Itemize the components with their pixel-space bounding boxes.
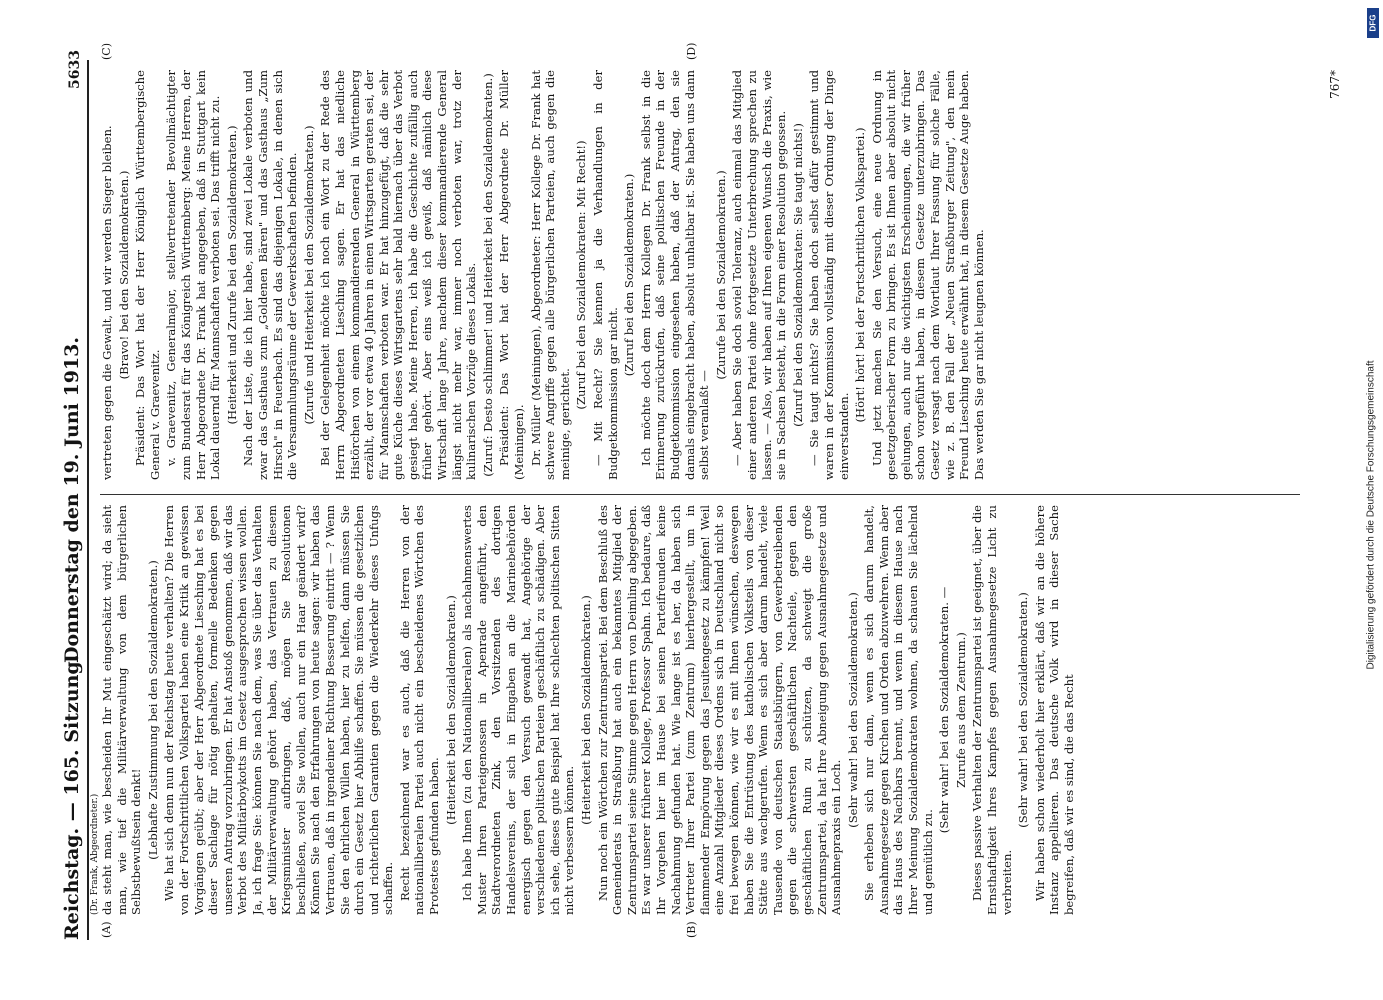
paragraph: — Mit Recht? Sie kennen ja die Verhandlungen in der Budgetkommission gar nicht. [591, 70, 620, 480]
interjection: (Zuruf bei den Sozialdemokraten: Sie taugt nichts!) [790, 123, 805, 427]
paragraph: vertreten gegen die Gewalt, und wir werden Sieger bleiben. [100, 125, 114, 480]
interjection: Zurufe aus dem Zentrum.) [953, 632, 968, 788]
interjection: (Zuruf bei den Sozialdemokraten: Mit Recht!) [574, 140, 589, 410]
page-number: 5633 [67, 50, 83, 89]
paragraph: Präsident: Das Wort hat der Herr Königlich Württembergische General v. Graevenitz. [133, 70, 162, 480]
column-divider [100, 494, 1300, 495]
paragraph: v. Graevenitz, Generalmajor, stellvertretender Bevollmächtigter zum Bundesrat für das Königreich Württemberg: Meine Herren, der Herr Abgeordnete Dr. Frank hat angegeben, daß in Stuttgart kein Lokal dauernd für Mannschaften verboten sei. Das trifft nicht zu. [164, 70, 223, 480]
paragraph: — Sie taugt nichts? Sie haben doch selbst dafür gestimmt und waren in der Kommission vollständig mit dieser Ordnung der Dinge einverstanden. [807, 70, 851, 480]
interjection: (Zurufe bei den Sozialdemokraten.) [713, 170, 728, 380]
digitization-note [1365, 45, 1377, 985]
interjection: (Zurufe und Heiterkeit bei den Sozialdemokraten.) [301, 125, 316, 425]
paragraph: Wir haben schon wiederholt hier erklärt, daß wir an die höhere Instanz appellieren. Das deutsche Volk wird in dieser Sache begreifen, daß wir es sind, die das Recht [1032, 505, 1076, 915]
interjection: (Zuruf: Desto schlimmer! und Heiterkeit bei den Sozialdemokraten.) [480, 73, 495, 477]
column-two [100, 70, 1320, 480]
margin-a: (A) [100, 921, 113, 938]
interjection: (Hört! hört! bei der Fortschrittlichen Volkspartei.) [853, 127, 868, 423]
interjection: (Zuruf bei den Sozialdemokraten.) [622, 173, 637, 377]
paragraph: da steht man, wie bescheiden Ihr Mut eingeschätzt wird; da sieht man, wie tief die Militärverwaltung von dem bürgerlichen Selbstbewußtsein denkt! [100, 505, 144, 915]
interjection: (Lebhafte Zustimmung bei den Sozialdemokraten.) [145, 560, 160, 860]
speaker-note: (Dr. Frank, Abgeordneter.) [90, 793, 100, 915]
digitization-note-text: Digitalisierung gefördert durch die Deutsche Forschungsgemeinschaft [1365, 360, 1377, 670]
paragraph: Und jetzt machen Sie den Versuch, eine neue Ordnung in gesetzgeberischer Form zu bringen. Es ist Ihnen aber absolut nicht gelungen, auch nur die wichtigsten Erscheinungen, die wir früher schon vorgeführt haben, in diesem Gesetze unterzubringen. Das Gesetz versagt nach dem Wortlaut Ihrer Fassung für solche Fälle, wie z. B. den Fall der „Neuen Straßburger Zeitung", den mein Freund Liesching heute erwähnt hat, in diesem Gesetze Auge haben. Das werden Sie gar nicht leugnen können. [869, 70, 986, 480]
paragraph: — Aber haben Sie doch soviel Toleranz, auch einmal das Mitglied einer anderen Partei ohne fortgesetzte Unterbrechung sprechen zu lassen. — Also, wir haben auf Ihren eigenen Wunsch die Praxis, wie sie in Sachsen besteht, in die Form einer Resolution gegossen. [730, 70, 789, 480]
paragraph: Nach der Liste, die ich hier habe, sind zwei Lokale verboten und zwar das Gasthaus zum „Goldenen Bären" und das Gasthaus „Zum Hirsch" in Feuerbach. Es sind das diejenigen Lokale, in denen sich die Versammlungsräume der Gewerkschaften befinden. [241, 70, 300, 480]
paragraph: Ich möchte doch dem Herrn Kollegen Dr. Frank selbst in die Erinnerung zurückrufen, daß seine politischen Freunde in der Budgetkommission eingesehen haben, daß der Antrag, den sie damals eingebracht haben, absolut unhaltbar ist. Sie haben uns dann selbst veranlaßt — [638, 70, 712, 480]
header-center: Donnerstag den 19. Juni 1913. [61, 337, 83, 663]
interjection: (Heiterkeit bei den Sozialdemokraten.) [443, 595, 458, 825]
paragraph: Präsident: Das Wort hat der Herr Abgeordnete Dr. Müller (Meiningen). [497, 70, 527, 480]
margin-b: (B) [685, 921, 698, 938]
paragraph: Recht bezeichnend war es auch, daß die Herren von der nationalliberalen Partei auch nicht ein bescheidenes Wörtchen des Protestes gefunden haben. [397, 505, 442, 915]
interjection: (Heiterkeit bei den Sozialdemokraten.) [579, 595, 593, 825]
interjection: (Heiterkeit und Zurufe bei den Sozialdemokraten.) [224, 125, 239, 425]
interjection: (Bravo! bei den Sozialdemokraten.) [116, 170, 131, 380]
paragraph: Bei der Gelegenheit möchte ich noch ein Wort zu der Rede des Herrn Abgeordneten Liesching sagen. Er hat das niedliche Histörchen von einem kommandierenden General in Württemberg erzählt, der vor etwa 40 Jahren in einen Wirtsgarten geraten sei, der für Mannschaften verboten war. Er hat hinzugefügt, daß die sehr gute Küche dieses Wirtsgartens sehr bald hiernach über das Verbot gesiegt habe. Meine Herren, ich habe die Geschichte zufällig auch früher gehört. Aber eins weiß ich gewiß, daß nämlich diese Wirtschaft lange Jahre, nachdem dieser kommandierende General längst nicht mehr war, immer noch verboten war, trotz der kulinarischen Vorzüge dieses Lokals. [318, 70, 479, 480]
margin-d: (D) [685, 42, 698, 60]
column-one [100, 505, 1320, 915]
signature-mark: 767* [1328, 70, 1342, 99]
paragraph: Wie hat sich denn nun der Reichstag heute verhalten? Die Herren von der Fortschrittlichen Volkspartei haben eine Kritik an gewissen Vorgängen geübt; aber der Herr Abgeordnete Liesching hat es bei dieser Sachlage für nötig gehalten, formelle Bedenken gegen unseren Antrag vorzubringen. Er hat Anstoß genommen, daß wir das Verbot des Militärboykotts im Gesetz ausgesprochen wissen wollen. Ja, ich frage Sie: können Sie nach dem, was Sie über das Verhalten der Militärverwaltung gehört haben, das Vertrauen zu diesem Kriegsminister aufbringen, daß, mögen Sie Resolutionen beschließen, soviel Sie wollen, auch nur ein Haar geändert wird? Können Sie nach den Erfahrungen von heute sagen: wir haben das Vertrauen, daß in irgendeiner Richtung Besserung eintritt — ? Wenn Sie den ehrlichen Willen haben, hier zu helfen, dann müssen Sie durch ein Gesetz hier Abhilfe schaffen. Sie müssen die gesetzlichen und richterlichen Garantien gegen die Wiederkehr dieses Unfugs schaffen. [162, 505, 396, 915]
interjection: (Sehr wahr! bei den Sozialdemokraten.) [1016, 592, 1031, 828]
header-left: Reichstag. — 165. Sitzung. [61, 654, 83, 940]
paragraph: Dieses passive Verhalten der Zentrumspartei ist geeignet, über die Ernsthaftigkeit Ihres Kampfes gegen Ausnahmegesetze Licht zu verbreiten. [970, 505, 1014, 915]
paragraph: Nun noch ein Wörtchen zur Zentrumspartei. Bei dem Beschluß des Gemeinderats in Straßburg hat auch ein bekanntes Mitglied der Zentrumspartei seine Stimme gegen Herrn von Deimling abgegeben. Es war unserer früherer Kollege, Professor Spahn. Ich bedaure, daß Ihr Vorgehen hier im Hause bei seinen Parteifreunden keine Nachahmung gefunden hat. Wie lange ist es her, da haben sich Vertreter Ihrer Partei (zum Zentrum) hierhergestellt, um in flammender Empörung gegen das Jesuitengesetz zu kämpfen! Weil eine Anzahl Mitglieder dieses Ordens sich in Deutschland nicht so frei bewegen können, wie wir es mit Ihnen wünschen, deswegen haben Sie die Entrüstung des katholischen Volksteils von dieser Stätte aus wachgerufen. Wenn es sich aber darum handelt, viele Tausende von deutschen Staatsbürgern, von Gewerbetreibenden gegen die schwersten geschäftlichen Nachteile, gegen den geschäftlichen Ruin zu schützen, da schweigt die große Zentrumspartei, da hat Ihre Abneigung gegen Ausnahmegesetze und Ausnahmepraxis ein Loch. [595, 505, 844, 915]
margin-c: (C) [100, 43, 113, 60]
paragraph: Dr. Müller (Meiningen), Abgeordneter: Herr Kollege Dr. Frank hat schwere Angriffe gegen alle bürgerlichen Parteien, auch gegen die meinige, gerichtet. [528, 70, 572, 480]
paragraph: Ich habe Ihnen (zu den Nationalliberalen) als nachahmenswertes Muster Ihren Parteigenossen in Apenrade angeführt, den Stadtverordneten Zink, den Vorsitzenden des dortigen Handelsvereins, der sich in Eingaben an die Marinebehörden energisch gegen den Versuch gewandt hat, Angehörige der verschiedenen politischen Parteien geschäftlich zu schädigen. Aber ich sehe, dieses gute Beispiel hat Ihre schlechten politischen Sitten nicht verbessern können. [460, 505, 577, 915]
paragraph: Sie erheben sich nur dann, wenn es sich darum handelt, Ausnahmegesetze gegen Kirchen und Orden abzuwehren. Wenn aber das Haus des Nachbars brennt, und wenn in diesem Hause nach Ihrer Meinung Sozialdemokraten wohnen, da schauen Sie lächelnd und gemütlich zu. [862, 505, 935, 915]
interjection: (Sehr wahr! bei den Sozialdemokraten.) [845, 592, 860, 828]
dfg-logo [1367, 8, 1379, 38]
interjection: (Sehr wahr! bei den Sozialdemokraten. — [937, 586, 952, 834]
dfg-logo-text: DFG [1368, 14, 1378, 32]
page-header [55, 50, 89, 940]
